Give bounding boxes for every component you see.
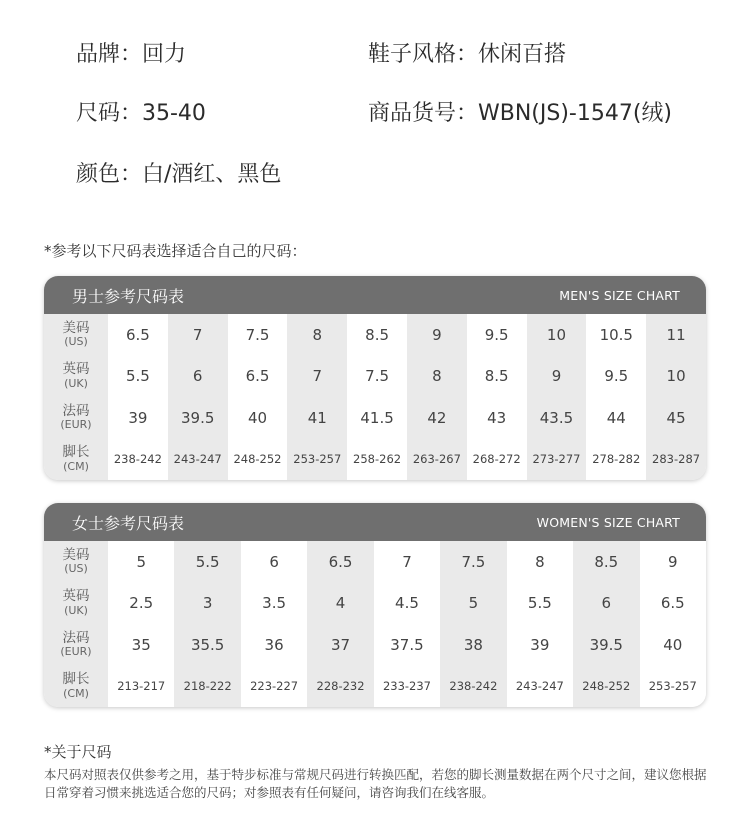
table-cell: 248-252 — [573, 666, 639, 708]
table-cell: 7 — [168, 314, 228, 356]
men-size-table — [44, 314, 706, 480]
table-cell: 45 — [646, 397, 706, 439]
row-label-uk — [44, 356, 108, 398]
row-label-text: 美码 — [62, 319, 90, 336]
table-cell: 37.5 — [374, 624, 440, 666]
table-cell: 6 — [573, 583, 639, 625]
size-chart-intro: *参考以下尺码表选择适合自己的尺码： — [44, 242, 307, 260]
table-cell: 39 — [507, 624, 573, 666]
row-label-unit: (CM) — [63, 686, 89, 700]
table-cell: 238-242 — [440, 666, 506, 708]
table-cell: 40 — [640, 624, 707, 666]
table-cell: 41 — [287, 397, 347, 439]
table-cell: 4.5 — [374, 583, 440, 625]
table-cell: 7 — [287, 356, 347, 398]
table-cell: 35 — [108, 624, 174, 666]
table-cell: 6.5 — [228, 356, 288, 398]
table-cell: 9.5 — [586, 356, 646, 398]
table-cell: 6.5 — [108, 314, 168, 356]
men-chart-header — [44, 276, 706, 314]
table-cell: 7 — [374, 541, 440, 583]
table-cell: 248-252 — [228, 439, 288, 481]
row-label-us — [44, 314, 108, 356]
row-label-unit: (CM) — [63, 459, 89, 473]
table-cell: 5.5 — [174, 541, 240, 583]
row-label-text: 法码 — [62, 629, 90, 646]
table-cell: 243-247 — [168, 439, 228, 481]
table-cell: 223-227 — [241, 666, 307, 708]
row-label-unit: (US) — [64, 335, 88, 349]
table-cell: 253-257 — [287, 439, 347, 481]
table-row-uk — [44, 583, 706, 625]
table-cell: 9 — [640, 541, 707, 583]
table-cell: 6.5 — [640, 583, 707, 625]
table-cell: 44 — [586, 397, 646, 439]
table-cell: 6 — [168, 356, 228, 398]
table-cell: 4 — [307, 583, 373, 625]
table-cell: 5.5 — [108, 356, 168, 398]
table-cell: 228-232 — [307, 666, 373, 708]
brand-info: 品牌：回力 — [76, 42, 187, 67]
table-cell: 35.5 — [174, 624, 240, 666]
note-title: *关于尺码 — [44, 743, 112, 761]
row-label-unit: (EUR) — [60, 418, 92, 432]
table-cell: 40 — [228, 397, 288, 439]
row-label-eur — [44, 397, 108, 439]
table-cell: 268-272 — [467, 439, 527, 481]
table-cell: 218-222 — [174, 666, 240, 708]
table-cell: 10 — [646, 356, 706, 398]
table-row-us — [44, 541, 706, 583]
table-row-eur — [44, 624, 706, 666]
table-cell: 9.5 — [467, 314, 527, 356]
table-cell: 7.5 — [347, 356, 407, 398]
table-cell: 8.5 — [347, 314, 407, 356]
men-chart-title-en: MEN'S SIZE CHART — [559, 287, 680, 303]
row-label-us — [44, 541, 108, 583]
table-cell: 7.5 — [228, 314, 288, 356]
table-cell: 2.5 — [108, 583, 174, 625]
table-cell: 8.5 — [573, 541, 639, 583]
table-cell: 283-287 — [646, 439, 706, 481]
table-cell: 8 — [287, 314, 347, 356]
table-cell: 3.5 — [241, 583, 307, 625]
sku-info: 商品货号：WBN(JS)-1547(绒) — [368, 101, 673, 126]
table-cell: 41.5 — [347, 397, 407, 439]
table-cell: 10 — [527, 314, 587, 356]
table-cell: 6.5 — [307, 541, 373, 583]
table-cell: 3 — [174, 583, 240, 625]
table-cell: 8.5 — [467, 356, 527, 398]
table-cell: 253-257 — [640, 666, 707, 708]
table-cell: 213-217 — [108, 666, 174, 708]
table-cell: 5.5 — [507, 583, 573, 625]
table-cell: 39.5 — [573, 624, 639, 666]
table-cell: 42 — [407, 397, 467, 439]
men-size-chart — [44, 276, 706, 480]
table-cell: 6 — [241, 541, 307, 583]
row-label-text: 英码 — [62, 361, 90, 378]
table-cell: 37 — [307, 624, 373, 666]
table-cell: 243-247 — [507, 666, 573, 708]
color-info: 颜色：白/酒红、黑色 — [76, 162, 282, 187]
women-chart-title-en: WOMEN'S SIZE CHART — [536, 514, 680, 530]
table-cell: 263-267 — [407, 439, 467, 481]
table-cell: 233-237 — [374, 666, 440, 708]
table-row-cm — [44, 666, 706, 708]
table-cell: 7.5 — [440, 541, 506, 583]
row-label-cm — [44, 439, 108, 481]
table-cell: 5 — [440, 583, 506, 625]
row-label-text: 法码 — [62, 402, 90, 419]
row-label-unit: (UK) — [64, 603, 88, 617]
row-label-uk — [44, 583, 108, 625]
note-body: 本尺码对照表仅供参考之用，基于特步标准与常规尺码进行转换匹配，若您的脚长测量数据在两个尺寸之间，建议您根据日常穿着习惯来挑选适合您的尺码；对参照表有任何疑问，请咨询我们在线客服。 — [44, 767, 707, 800]
women-size-table — [44, 541, 706, 707]
table-row-us — [44, 314, 706, 356]
table-cell: 36 — [241, 624, 307, 666]
table-cell: 8 — [507, 541, 573, 583]
table-cell: 10.5 — [586, 314, 646, 356]
row-label-text: 脚长 — [62, 444, 90, 461]
table-cell: 8 — [407, 356, 467, 398]
table-cell: 39 — [108, 397, 168, 439]
table-cell: 43 — [467, 397, 527, 439]
style-info: 鞋子风格：休闲百搭 — [368, 42, 567, 67]
row-label-text: 英码 — [62, 588, 90, 605]
table-cell: 238-242 — [108, 439, 168, 481]
table-row-uk — [44, 356, 706, 398]
table-row-cm — [44, 439, 706, 481]
table-cell: 43.5 — [527, 397, 587, 439]
table-cell: 5 — [108, 541, 174, 583]
table-cell: 9 — [527, 356, 587, 398]
table-cell: 11 — [646, 314, 706, 356]
row-label-unit: (US) — [64, 562, 88, 576]
row-label-text: 脚长 — [62, 671, 90, 688]
table-row-eur — [44, 397, 706, 439]
row-label-eur — [44, 624, 108, 666]
row-label-text: 美码 — [62, 546, 90, 563]
size-range-info: 尺码：35-40 — [76, 101, 206, 126]
women-chart-header — [44, 503, 706, 541]
row-label-cm — [44, 666, 108, 708]
women-chart-title: 女士参考尺码表 — [72, 513, 185, 533]
row-label-unit: (EUR) — [60, 645, 92, 659]
table-cell: 9 — [407, 314, 467, 356]
table-cell: 273-277 — [527, 439, 587, 481]
men-chart-title: 男士参考尺码表 — [72, 286, 185, 306]
table-cell: 258-262 — [347, 439, 407, 481]
table-cell: 39.5 — [168, 397, 228, 439]
table-cell: 38 — [440, 624, 506, 666]
row-label-unit: (UK) — [64, 376, 88, 390]
table-cell: 278-282 — [586, 439, 646, 481]
women-size-chart — [44, 503, 706, 707]
